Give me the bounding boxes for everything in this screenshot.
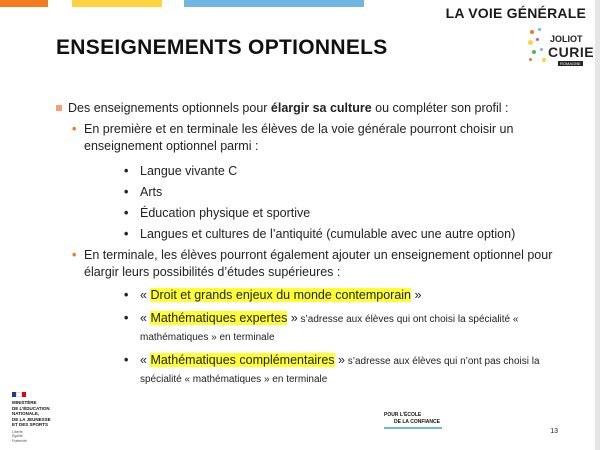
ministry-block [12,392,72,443]
quote-open: « [140,353,151,367]
option-detail: s’adresse aux élèves qui ont choisi la spécialité « mathématiques » en terminale [140,314,519,343]
logo-text-sub: ROMAGNE [560,61,581,66]
list-item [56,184,580,201]
orange-dot-icon: • [72,122,77,136]
highlighted-option: Mathématiques complémentaires [150,353,335,367]
bullet-icon: • [124,311,129,325]
bullet-icon: • [124,288,129,302]
square-bullet-icon [56,105,62,111]
highlighted-option: Mathématiques expertes [150,311,288,325]
list-item [56,226,580,243]
slide-title: ENSEIGNEMENTS OPTIONNELS [56,36,388,59]
top-color-bar [0,0,380,7]
option-label: Langues et cultures de l’antiquité (cumulable avec une autre option) [140,227,516,241]
list-item [56,287,580,304]
option-label: Arts [140,185,163,199]
section2-bullet [56,247,580,281]
school-logo [526,26,595,78]
list-item [56,205,580,222]
section2-text: En terminale, les élèves pourront également ajouter un enseignement optionnel pour élargir leurs possibilités d’études supérieures : [84,248,553,279]
page-number: 13 [550,428,558,435]
intro-text-after: ou compléter son profil : [371,101,509,115]
bullet-icon: • [124,206,129,220]
option-label: Langue vivante C [140,164,238,178]
option-detail: s’adresse aux élèves qui n’ont pas choisi la spécialité « mathématiques » en terminale [140,356,540,385]
intro-bullet [56,100,580,117]
bullet-icon: • [124,185,129,199]
logo-text-curie: CURIE [548,44,595,60]
header-voie-label: LA VOIE GÉNÉRALE [445,5,586,21]
list-item [56,352,580,388]
french-flag-icon [12,392,26,397]
orange-dot-icon: • [72,248,77,262]
bullet-icon: • [124,227,129,241]
intro-text-before: Des enseignements optionnels pour [68,101,271,115]
list-item [56,310,580,346]
ministry-motto: Liberté Égalité Fraternité [12,429,27,443]
logo-text-joliot: JOLIOT [550,34,583,44]
quote-close: » [411,288,422,302]
school-slogan: POUR L’ÉCOLE DE LA CONFIANCE [384,412,442,429]
list-item [56,163,580,180]
quote-close: » [287,311,298,325]
quote-close: » [334,353,345,367]
highlighted-option: Droit et grands enjeux du monde contemporain [150,288,412,302]
bullet-icon: • [124,164,129,178]
ministry-name: MINISTÈRE DE L’ÉDUCATION NATIONALE, DE LA JEUNESSE ET DES SPORTS [12,400,51,427]
right-edge [595,0,600,450]
quote-open: « [140,311,151,325]
slogan-underline [384,427,442,429]
intro-text-bold: élargir sa culture [270,101,372,115]
bullet-icon: • [124,353,129,367]
section1-text: En première et en terminale les élèves de la voie générale pourront choisir un enseignement optionnel parmi : [84,122,514,153]
section1-bullet [56,121,580,155]
option-label: Éducation physique et sportive [140,206,311,220]
quote-open: « [140,288,151,302]
slide-content [56,100,580,388]
